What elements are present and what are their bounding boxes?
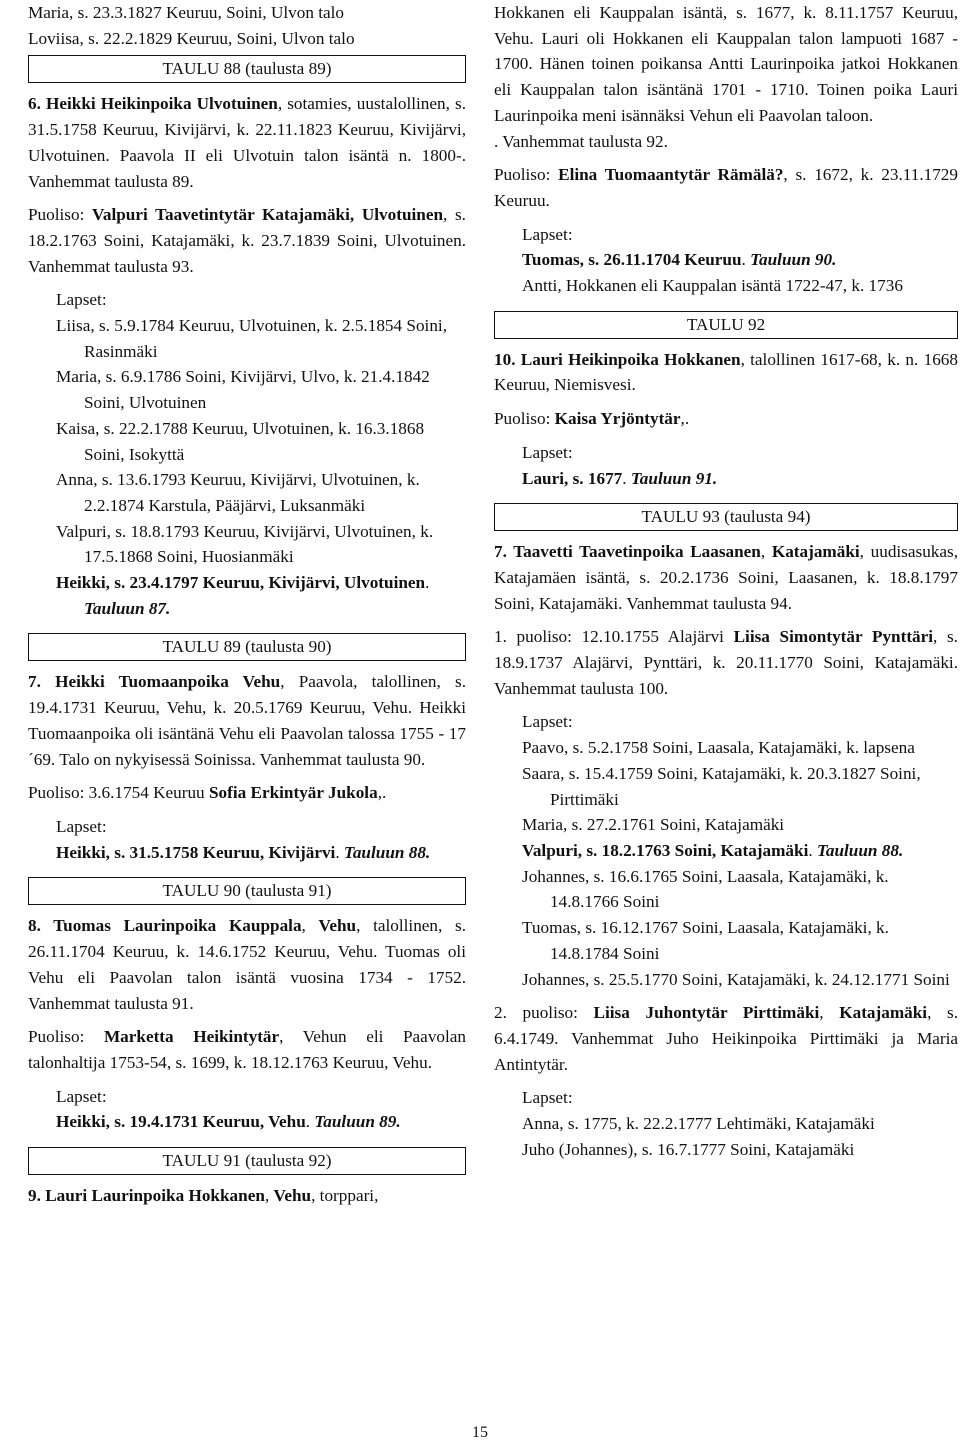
spacer [28, 1016, 466, 1024]
child-entry: Lauri, s. 1677. Tauluun 91. [522, 468, 718, 488]
paragraph: 1. puoliso: 12.10.1755 Alajärvi Liisa Simontytär Pynttäri, s. 18.9.1737 Alajärvi, Pynttäri, k. 20.11.1770 Soini, Katajamäki. Vanhemmat taulusta 100. [494, 627, 958, 698]
child-entry: Saara, s. 15.4.1759 Soini, Katajamäki, k. 20.3.1827 Soini, Pirttimäki [522, 763, 921, 809]
spacer [28, 194, 466, 202]
spacer [494, 398, 958, 406]
child-entry: Liisa, s. 5.9.1784 Keuruu, Ulvotuinen, k. 2.5.1854 Soini, Rasinmäki [56, 316, 447, 361]
spacer [494, 1077, 958, 1085]
table-heading: TAULU 89 (taulusta 90) [28, 633, 466, 661]
paragraph: Puoliso: Valpuri Taavetintytär Katajamäki, Ulvotuinen, s. 18.2.1763 Soini, Katajamäki, k. 23.7.1839 Soini, Ulvotuinen. Vanhemmat taulusta 93. [28, 205, 466, 276]
page-number: 15 [472, 1424, 488, 1441]
paragraph: 7. Taavetti Taavetinpoika Laasanen, Katajamäki, uudisasukas, Katajamäen isäntä, s. 20.2.1736 Soini, Laasanen, k. 18.8.1797 Soini, Katajamäki. Vanhemmat taulusta 94. [494, 542, 958, 613]
children-label: Lapset: [522, 442, 573, 462]
table-heading: TAULU 92 [494, 311, 958, 339]
spacer [28, 279, 466, 287]
children-label: Lapset: [522, 712, 573, 732]
spacer [494, 992, 958, 1000]
child-entry: Heikki, s. 19.4.1731 Keuruu, Vehu. Tauluun 89. [56, 1112, 401, 1132]
spacer [28, 806, 466, 814]
child-entry: Johannes, s. 16.6.1765 Soini, Laasala, Katajamäki, k. 14.8.1766 Soini [522, 866, 889, 912]
table-heading: TAULU 93 (taulusta 94) [494, 503, 958, 531]
right-column [494, 0, 958, 1162]
paragraph: Puoliso: Kaisa Yrjöntytär,. [494, 409, 690, 429]
children-label: Lapset: [56, 1086, 107, 1106]
paragraph: Puoliso: Elina Tuomaantytär Rämälä?, s. 1672, k. 23.11.1729 Keuruu. [494, 165, 958, 210]
child-entry: Johannes, s. 25.5.1770 Soini, Katajamäki, k. 24.12.1771 Soini [522, 969, 950, 989]
table-heading: TAULU 88 (taulusta 89) [28, 55, 466, 83]
child-entry: Juho (Johannes), s. 16.7.1777 Soini, Katajamäki [522, 1139, 855, 1159]
spacer [28, 621, 466, 629]
spacer [494, 701, 958, 709]
spacer [28, 1076, 466, 1084]
child-entry: Maria, s. 27.2.1761 Soini, Katajamäki [522, 815, 785, 835]
child-entry: Valpuri, s. 18.8.1793 Keuruu, Kivijärvi, Ulvotuinen, k. 17.5.1868 Soini, Huosianmäki [56, 521, 434, 567]
text-line: Loviisa, s. 22.2.1829 Keuruu, Soini, Ulvon talo [28, 28, 355, 48]
child-entry: Antti, Hokkanen eli Kauppalan isäntä 1722-47, k. 1736 [522, 276, 903, 296]
spacer [494, 154, 958, 162]
text-line: Maria, s. 23.3.1827 Keuruu, Soini, Ulvon talo [28, 3, 345, 22]
child-entry: Heikki, s. 23.4.1797 Keuruu, Kivijärvi, Ulvotuinen. Tauluun 87. [56, 573, 430, 618]
paragraph: 6. Heikki Heikinpoika Ulvotuinen, sotamies, uustalollinen, s. 31.5.1758 Keuruu, Kivijärvi, k. 22.11.1823 Keuruu, Kivijärvi, Ulvotuinen. Paavola II eli Ulvotuin talon isäntä n. 1800-. Vanhemmat taulusta 89. [28, 94, 466, 191]
paragraph: Puoliso: Marketta Heikintytär, Vehun eli Paavolan talonhaltija 1753-54, s. 1699, k. 18.12.1763 Keuruu, Vehu. [28, 1027, 467, 1072]
child-entry: Valpuri, s. 18.2.1763 Soini, Katajamäki. Tauluun 88. [522, 840, 904, 860]
child-entry: Anna, s. 13.6.1793 Keuruu, Kivijärvi, Ulvotuinen, k. 2.2.1874 Karstula, Pääjärvi, Luksanmäki [56, 470, 420, 515]
spacer [28, 1135, 466, 1143]
child-entry: Anna, s. 1775, k. 22.2.1777 Lehtimäki, Katajamäki [522, 1114, 875, 1134]
children-label: Lapset: [522, 224, 573, 244]
spacer [494, 299, 958, 307]
paragraph: 7. Heikki Tuomaanpoika Vehu, Paavola, talollinen, s. 19.4.1731 Keuruu, Vehu, k. 20.5.1769 Keuruu, Vehu. Heikki Tuomaanpoika oli isäntänä Vehu eli Paavolan talossa 1755 - 17´69. Talo on nykyisessä Soinissa. Vanhemmat taulusta 90. [28, 672, 466, 769]
spacer [494, 432, 958, 440]
child-entry: Tuomas, s. 26.11.1704 Keuruu. Tauluun 90. [522, 250, 837, 270]
table-heading: TAULU 90 (taulusta 91) [28, 877, 466, 905]
text-line: . Vanhemmat taulusta 92. [494, 131, 668, 151]
children-label: Lapset: [56, 290, 107, 310]
spacer [28, 865, 466, 873]
spacer [494, 214, 958, 222]
paragraph: 9. Lauri Laurinpoika Hokkanen, Vehu, torppari, [28, 1186, 379, 1206]
paragraph: 10. Lauri Heikinpoika Hokkanen, talollinen 1617-68, k. n. 1668 Keuruu, Niemisvesi. [494, 349, 958, 395]
children-label: Lapset: [56, 816, 107, 836]
left-column [28, 0, 466, 1209]
spacer [494, 491, 958, 499]
paragraph: 2. puoliso: Liisa Juhontytär Pirttimäki, Katajamäki, s. 6.4.1749. Vanhemmat Juho Heikinpoika Pirttimäki ja Maria Antintytär. [494, 1003, 958, 1074]
table-heading: TAULU 91 (taulusta 92) [28, 1147, 466, 1175]
paragraph: Hokkanen eli Kauppalan isäntä, s. 1677, k. 8.11.1757 Keuruu, Vehu. Lauri oli Hokkanen eli Kauppalan talon lampuoti 1687 - 1700. Hänen toinen poikansa Antti Laurinpoika jatkoi Hokkanen eli Kauppalan talon isäntänä 1701 - 1710. Toinen poika Lauri Laurinpoika meni isännäksi Vehun eli Paavolan taloon. [494, 3, 958, 125]
child-entry: Tuomas, s. 16.12.1767 Soini, Laasala, Katajamäki, k. 14.8.1784 Soini [522, 918, 889, 963]
child-entry: Maria, s. 6.9.1786 Soini, Kivijärvi, Ulvo, k. 21.4.1842 Soini, Ulvotuinen [56, 367, 430, 413]
child-entry: Paavo, s. 5.2.1758 Soini, Laasala, Katajamäki, k. lapsena [522, 738, 915, 758]
child-entry: Heikki, s. 31.5.1758 Keuruu, Kivijärvi. Tauluun 88. [56, 842, 431, 862]
children-label: Lapset: [522, 1088, 573, 1108]
paragraph: Puoliso: 3.6.1754 Keuruu Sofia Erkintyär Jukola,. [28, 783, 387, 803]
spacer [494, 616, 958, 624]
spacer [28, 772, 466, 780]
paragraph: 8. Tuomas Laurinpoika Kauppala, Vehu, talollinen, s. 26.11.1704 Keuruu, k. 14.6.1752 Keuruu, Vehu. Tuomas oli Vehu eli Paavolan talon isäntä vuosina 1734 - 1752. Vanhemmat taulusta 91. [28, 916, 466, 1013]
child-entry: Kaisa, s. 22.2.1788 Keuruu, Ulvotuinen, k. 16.3.1868 Soini, Isokyttä [56, 418, 425, 464]
